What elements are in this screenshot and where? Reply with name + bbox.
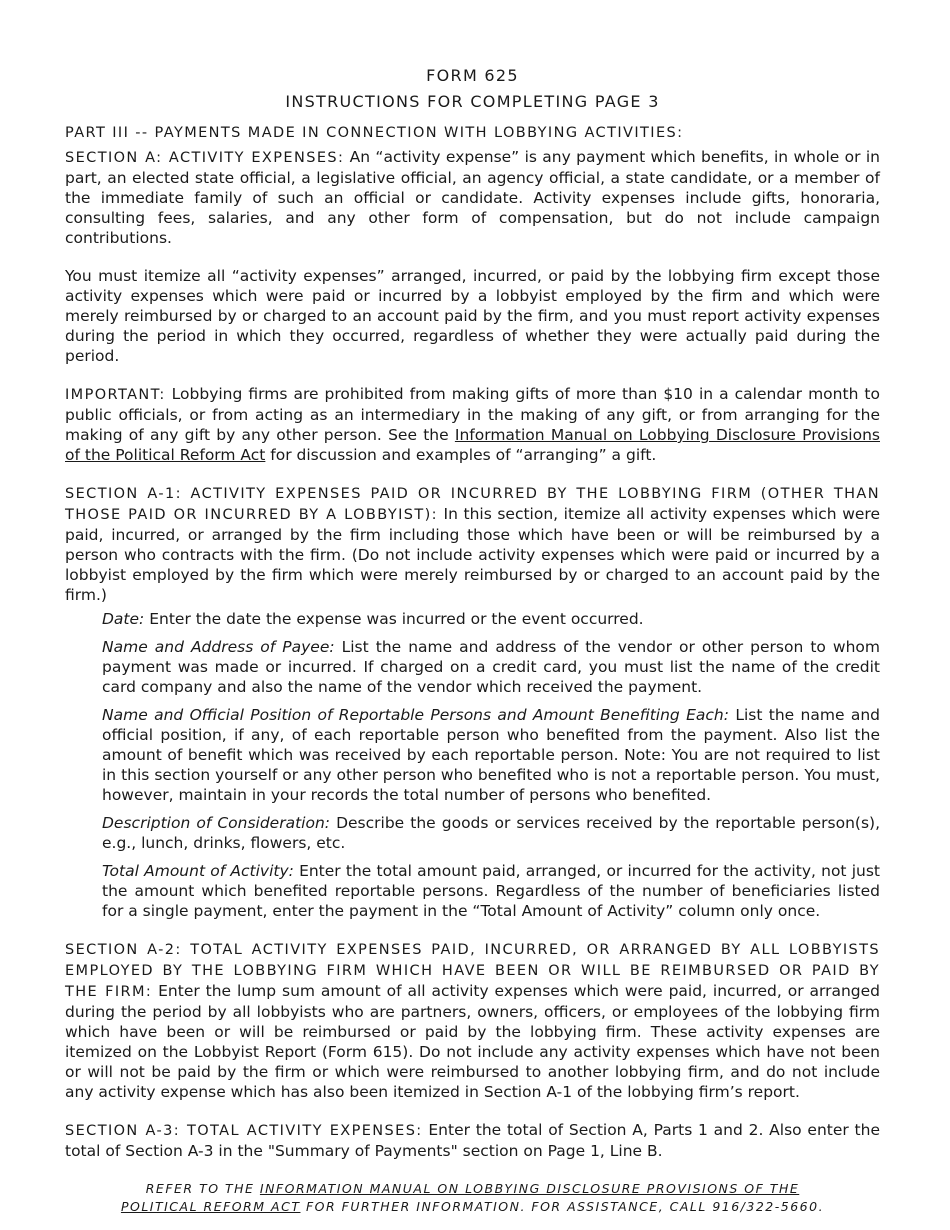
important-text-after: for discussion and examples of “arranging” a gift. bbox=[265, 446, 657, 464]
footer-prefix: REFER TO THE bbox=[145, 1181, 260, 1196]
payee-label: Name and Address of Payee: bbox=[102, 638, 335, 656]
consideration-instruction bbox=[102, 813, 880, 853]
section-a3-text: Enter the total of Section A, Parts 1 and 2. Also enter the total of Section A-3 in the "Summary of Payments" section on Page 1, Line B. bbox=[65, 1121, 880, 1160]
section-a1-label: SECTION A-1: ACTIVITY EXPENSES PAID OR INCURRED BY THE LOBBYING FIRM (OTHER THAN THOSE PAID OR INCURRED BY A LOBBYIST): bbox=[65, 486, 880, 523]
section-a-text: An “activity expense” is any payment which benefits, in whole or in part, an elected state official, a legislative official, an agency official, a state candidate, or a member of the immediate family of such an official or candidate. Activity expenses include gifts, honoraria, consulting fees, salaries, and any other form of compensation, but do not include campaign contributions. bbox=[65, 148, 880, 247]
reportable-persons-text: List the name and official position, if any, of each reportable person who benefited from the payment. Also list the amount of benefit which was received by each reportable person. Note: You are not required to list in this section yourself or any other person who benefited who is not a reportable person. You must, however, maintain in your records the total number of persons who benefited. bbox=[102, 706, 881, 804]
section-a3-paragraph bbox=[65, 1120, 880, 1161]
footer-manual-link-line1[interactable]: INFORMATION MANUAL ON LOBBYING DISCLOSURE PROVISIONS OF THE bbox=[259, 1181, 800, 1196]
total-amount-label: Total Amount of Activity: bbox=[102, 862, 294, 880]
section-a1-text: In this section, itemize all activity expenses which were paid, incurred, or arranged by the firm including those which have been or will be reimbursed by a person who contracts with the firm. (Do not include activity expenses which were paid or incurred by a lobbyist employed by the firm which were merely reimbursed by or charged to an account paid by the firm.) bbox=[65, 505, 880, 604]
date-label: Date: bbox=[102, 610, 145, 628]
part-heading: PART III -- PAYMENTS MADE IN CONNECTION WITH LOBBYING ACTIVITIES: bbox=[65, 125, 684, 141]
date-text: Enter the date the expense was incurred or the event occurred. bbox=[144, 610, 644, 628]
footer-note bbox=[65, 1180, 880, 1216]
footer-suffix: FOR FURTHER INFORMATION. FOR ASSISTANCE, CALL 916/322-5660. bbox=[300, 1199, 825, 1214]
date-instruction bbox=[102, 609, 880, 629]
section-a2-paragraph bbox=[65, 939, 880, 1102]
form-number: FORM 625 bbox=[426, 66, 519, 85]
section-a-label: SECTION A: ACTIVITY EXPENSES: bbox=[65, 150, 345, 166]
footer-manual-link-line2[interactable]: POLITICAL REFORM ACT bbox=[120, 1199, 301, 1214]
important-text-before: Lobbying firms are prohibited from making gifts of more than $10 in a calendar month to public officials, or from acting as an intermediary in the making of any gift, or from arranging for the making of any gift by any other person. See the bbox=[65, 385, 880, 444]
total-amount-instruction bbox=[102, 861, 880, 921]
total-amount-text: Enter the total amount paid, arranged, or incurred for the activity, not just the amount which benefited reportable persons. Regardless of the number of beneficiaries listed for a single payment, enter the payment in the “Total Amount of Activity” column only once. bbox=[102, 862, 881, 920]
payee-text: List the name and address of the vendor or other person to whom payment was made or incurred. If charged on a credit card, you must list the name of the credit card company and also the name of the vendor which received the payment. bbox=[102, 638, 880, 696]
page-title: INSTRUCTIONS FOR COMPLETING PAGE 3 bbox=[285, 92, 660, 111]
consideration-label: Description of Consideration: bbox=[102, 814, 331, 832]
section-a1-paragraph bbox=[65, 483, 880, 605]
information-manual-link[interactable]: Information Manual on Lobbying Disclosure Provisions of the Political Reform Act bbox=[65, 426, 880, 464]
section-a-paragraph bbox=[65, 147, 880, 248]
reportable-persons-label: Name and Official Position of Reportable Persons and Amount Benefiting Each: bbox=[102, 706, 729, 724]
section-a2-label: SECTION A-2: TOTAL ACTIVITY EXPENSES PAID, INCURRED, OR ARRANGED BY ALL LOBBYISTS EMPLOYED BY THE LOBBYING FIRM WHICH HAVE BEEN OR WILL BE REIMBURSED OR PAID BY THE FIRM: bbox=[65, 942, 880, 1000]
instructions-page bbox=[65, 66, 880, 1216]
payee-instruction bbox=[102, 637, 880, 697]
itemize-paragraph: You must itemize all “activity expenses” arranged, incurred, or paid by the lobbying firm except those activity expenses which were paid or incurred by a lobbyist employed by the firm and which were merely reimbursed by or charged to an account paid by the firm, and you must report activity expenses during the period in which they occurred, regardless of whether they were actually paid during the period. bbox=[65, 267, 880, 365]
consideration-text: Describe the goods or services received by the reportable person(s), e.g., lunch, drinks, flowers, etc. bbox=[102, 814, 880, 852]
important-label: IMPORTANT: bbox=[65, 387, 166, 403]
section-a2-text: Enter the lump sum amount of all activity expenses which were paid, incurred, or arranged during the period by all lobbyists who are partners, owners, officers, or employees of the lobbying firm which have been or will be reimbursed or paid by the lobbying firm. These activity expenses are itemized on the Lobbyist Report (Form 615). Do not include any activity expenses which have not been or will not be paid by the firm or which were reimbursed to another lobbying firm, and do not include any activity expense which has also been itemized in Section A-1 of the lobbying firm’s report. bbox=[65, 982, 880, 1101]
important-paragraph bbox=[65, 384, 880, 465]
section-a3-label: SECTION A-3: TOTAL ACTIVITY EXPENSES: bbox=[65, 1123, 423, 1139]
reportable-persons-instruction bbox=[102, 705, 880, 805]
